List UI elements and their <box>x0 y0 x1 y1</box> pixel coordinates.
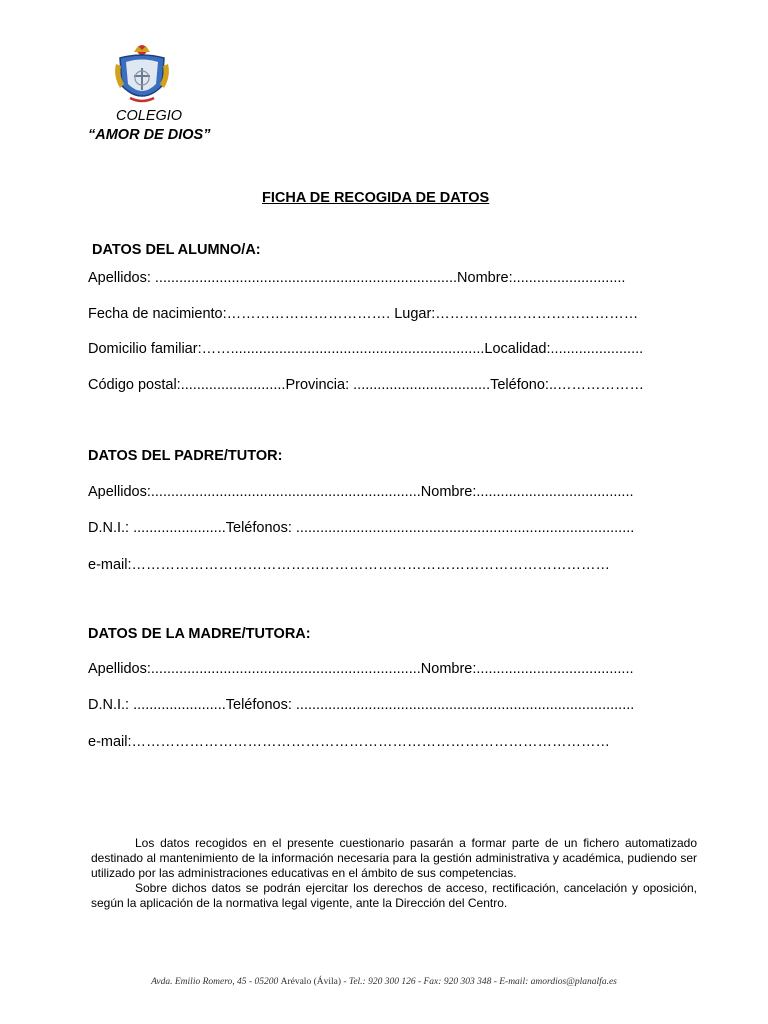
alumno-cp-provincia-telefono-line: Código postal:..........................Provincia: ..................................Teléfono:..……………… <box>88 377 645 393</box>
school-name-line1: COLEGIO <box>116 108 183 124</box>
section-heading-madre: DATOS DE LA MADRE/TUTORA: <box>88 626 311 642</box>
disclaimer-paragraph-1: Los datos recogidos en el presente cuestionario pasarán a formar parte de un fichero automatizado destinado al mantenimiento de la información necesaria para la gestión administrativa y académica, pudiendo ser utilizado por las administraciones educativas en el ámbito de sus competencias. <box>91 836 697 880</box>
padre-apellidos-nombre-line: Apellidos:...................................................................Nombre:....................................... <box>88 484 634 500</box>
school-name-line2: “AMOR DE DIOS” <box>88 127 211 143</box>
document-title: FICHA DE RECOGIDA DE DATOS <box>262 190 490 206</box>
footer-city: Arévalo (Ávila) <box>280 977 341 987</box>
footer-contact <box>0 977 768 987</box>
madre-apellidos-nombre-line: Apellidos:...................................................................Nombre:....................................... <box>88 661 634 677</box>
footer-address: Avda. Emilio Romero, 45 - 05200 <box>151 977 281 987</box>
footer-phone-fax-email: - Tel.: 920 300 126 - Fax: 920 303 348 - E-mail: amordios@planalfa.es <box>341 977 617 987</box>
madre-dni-telefonos-line: D.N.I.: .......................Teléfonos: .................................................................................... <box>88 697 635 713</box>
privacy-disclaimer <box>91 836 697 911</box>
section-heading-padre: DATOS DEL PADRE/TUTOR: <box>88 448 283 464</box>
section-heading-alumno: DATOS DEL ALUMNO/A: <box>92 242 261 258</box>
alumno-apellidos-nombre-line: Apellidos: ...........................................................................Nombre:............................ <box>88 270 626 286</box>
madre-email-line: e-mail:……………………………………………………………………………………… <box>88 734 611 750</box>
alumno-nacimiento-lugar-line: Fecha de nacimiento:……………………………. Lugar:…………………………………… <box>88 306 639 322</box>
school-crest-icon <box>112 42 172 108</box>
padre-dni-telefonos-line: D.N.I.: .......................Teléfonos: .................................................................................... <box>88 520 635 536</box>
padre-email-line: e-mail:……………………………………………………………………………………… <box>88 557 611 573</box>
alumno-domicilio-localidad-line: Domicilio familiar:……...............................................................Localidad:....................... <box>88 341 644 357</box>
disclaimer-paragraph-2: Sobre dichos datos se podrán ejercitar los derechos de acceso, rectificación, cancelación y oposición, según la aplicación de la normativa legal vigente, ante la Dirección del Centro. <box>91 881 697 910</box>
